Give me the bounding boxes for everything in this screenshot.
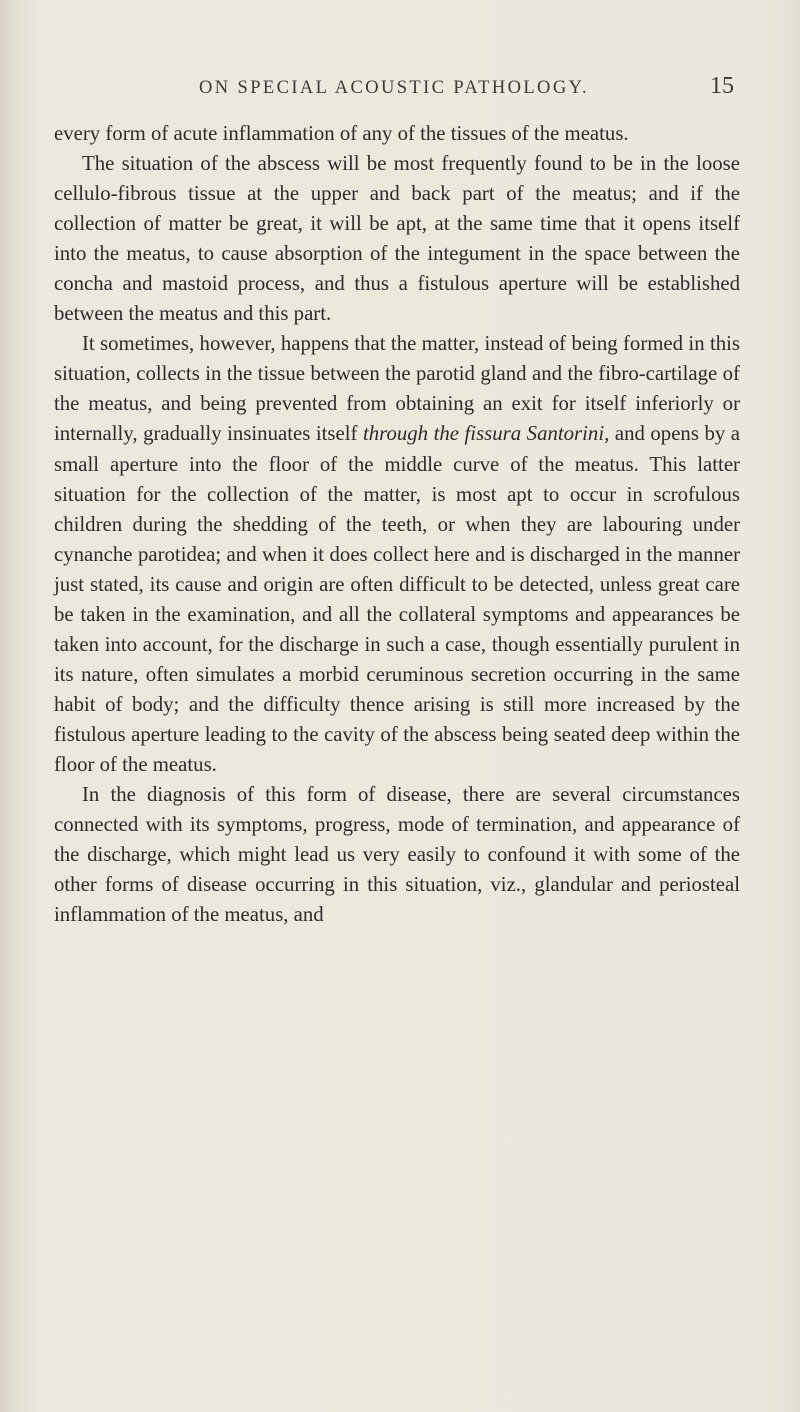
paragraph-abscess-situation: The situation of the abscess will be most frequently found to be in the loose cellulo-fibrous tissue at the upper and back part of the meatus; and if the collection of matter be great, it will be apt, at the same time that it opens itself into the meatus, to cause absorption of the integument in the space between the concha and mastoid process, and thus a fistulous aperture will be established between the meatus and this part.	[54, 152, 740, 326]
running-title: ON SPECIAL ACOUSTIC PATHOLOGY.	[199, 78, 589, 98]
paragraph-text-segment: It sometimes, however, happens that the matter, instead of being formed in this situation, collects in the tissue between the parotid gland and the fibro-cartilage of the meatus, and being prevented from obtaining an exit for itself inferiorly or internally, gradually insinuates itself	[54, 332, 740, 446]
paragraph-diagnosis: In the diagnosis of this form of disease, there are several circumstances connected with its symptoms, progress, mode of termination, and appearance of the discharge, which might lead us very easily to confound it with some of the other forms of disease occurring in this situation, viz., glandular and periosteal inflammation of the meatus, and	[54, 783, 740, 927]
page-number: 15	[710, 73, 734, 99]
paragraph-text-segment: and opens by a small aperture into the floor of the middle curve of the meatus. This latter situation for the collection of the matter, is most apt to occur in scrofulous children during the shedding of the teeth, or when they are labouring under cynanche parotidea; and when it does collect here and is discharged in the manner just stated, its cause and origin are often difficult to be detected, unless great care be taken in the examination, and all the collateral symptoms and appearances be taken into account, for the discharge in such a case, though essentially purulent in its nature, often simulates a morbid ceruminous secretion occurring in the same habit of body; and the difficulty thence arising is still more increased by the fistulous aperture leading to the cavity of the abscess being seated deep within the floor of the meatus.	[54, 422, 741, 776]
italic-phrase: through the fissura Santorini,	[362, 422, 610, 446]
paragraph-continuation: every form of acute inflammation of any of the tissues of the meatus.	[54, 122, 629, 145]
page-header	[54, 72, 734, 112]
paragraph-matter-collection	[54, 329, 740, 780]
body-text	[54, 119, 740, 930]
